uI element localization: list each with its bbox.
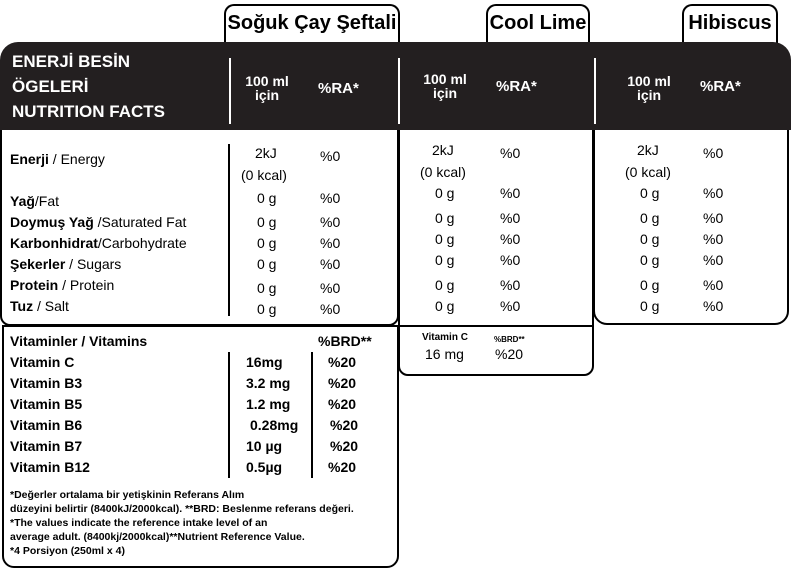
column-divider-vitamins-1: [228, 352, 230, 478]
vitamin-name-b7: Vitamin B7: [10, 438, 83, 454]
header-ra-1: %RA*: [318, 80, 359, 97]
lime-fat-pct: %0: [500, 185, 521, 201]
vitamin-name-b12: Vitamin B12: [10, 459, 90, 475]
vitamins-heading: Vitaminler / Vitamins: [10, 333, 148, 349]
lime-satfat-pct: %0: [500, 210, 521, 226]
seftali-protein-pct: %0: [320, 280, 341, 296]
lime-sugars-pct: %0: [500, 252, 521, 268]
lime-vitamin-divider: [398, 325, 594, 327]
hibiscus-energy-kcal: (0 kcal): [625, 164, 671, 180]
seftali-energy-pct: %0: [320, 148, 341, 164]
header-divider-3: [594, 58, 596, 124]
vitamins-brd-header: %BRD**: [318, 333, 372, 349]
hibiscus-fat-value: 0 g: [640, 185, 660, 201]
header-per-100ml-1: 100 ml için: [245, 73, 289, 103]
hibiscus-protein-pct: %0: [703, 277, 724, 293]
nutrient-label-carbohydrate: Karbonhidrat/Carbohydrate: [10, 235, 187, 251]
hibiscus-salt-pct: %0: [703, 298, 724, 314]
header-per-100ml-3: 100 ml için: [627, 73, 671, 103]
header-ra-2: %RA*: [496, 78, 537, 95]
nutrient-label-protein: Protein / Protein: [10, 277, 115, 293]
lime-salt-value: 0 g: [435, 298, 455, 314]
seftali-energy-kj: 2kJ: [255, 145, 277, 161]
seftali-fat-pct: %0: [320, 190, 341, 206]
seftali-fat-value: 0 g: [257, 190, 277, 206]
hibiscus-satfat-value: 0 g: [640, 210, 660, 226]
footnote-line-5: *4 Porsiyon (250ml x 4): [10, 545, 125, 557]
hibiscus-satfat-pct: %0: [703, 210, 724, 226]
footnote-line-1: *Değerler ortalama bir yetişkinin Referans Alım: [10, 489, 245, 501]
hibiscus-carb-value: 0 g: [640, 231, 660, 247]
vitamin-pct-b7: %20: [330, 438, 359, 454]
column-divider-vitamins-2: [311, 352, 313, 478]
lime-fat-value: 0 g: [435, 185, 455, 201]
vitamin-amount-b5: 1.2 mg: [246, 396, 291, 412]
hibiscus-salt-value: 0 g: [640, 298, 660, 314]
vitamin-amount-c: 16mg: [246, 354, 283, 370]
lime-energy-kj: 2kJ: [432, 142, 454, 158]
lime-sugars-value: 0 g: [435, 252, 455, 268]
vitamin-name-b6: Vitamin B6: [10, 417, 83, 433]
seftali-satfat-value: 0 g: [257, 214, 277, 230]
hibiscus-energy-kj: 2kJ: [637, 142, 659, 158]
lime-salt-pct: %0: [500, 298, 521, 314]
lime-energy-kcal: (0 kcal): [420, 164, 466, 180]
seftali-sugars-pct: %0: [320, 256, 341, 272]
hibiscus-fat-pct: %0: [703, 185, 724, 201]
column-divider-nutrients: [228, 144, 230, 316]
vitamin-amount-b6: 0.28mg: [250, 417, 299, 433]
hibiscus-sugars-pct: %0: [703, 252, 724, 268]
tab-cool-lime: Cool Lime: [486, 4, 590, 44]
vitamin-pct-b5: %20: [328, 396, 357, 412]
hibiscus-sugars-value: 0 g: [640, 252, 660, 268]
tab-hibiscus: Hibiscus: [682, 4, 778, 44]
nutrient-label-sugars: Şekerler / Sugars: [10, 256, 122, 272]
seftali-sugars-value: 0 g: [257, 256, 277, 272]
footnote-line-3: *The values indicate the reference intake level of an: [10, 517, 268, 529]
vitamin-amount-b7: 10 µg: [246, 438, 283, 454]
lime-energy-pct: %0: [500, 145, 521, 161]
hibiscus-protein-value: 0 g: [640, 277, 660, 293]
nutrient-label-fat: Yağ/Fat: [10, 193, 60, 209]
footnote-line-2: düzeyini belirtir (8400kJ/2000kcal). **BRD: Beslenme referans değeri.: [10, 503, 354, 515]
seftali-protein-value: 0 g: [257, 280, 277, 296]
seftali-carb-pct: %0: [320, 235, 341, 251]
vitamin-name-c: Vitamin C: [10, 354, 75, 370]
vitamin-amount-b3: 3.2 mg: [246, 375, 291, 391]
panel-hibiscus: [593, 120, 789, 325]
seftali-carb-value: 0 g: [257, 235, 277, 251]
seftali-salt-value: 0 g: [257, 301, 277, 317]
header-per-100ml-2: 100 ml için: [423, 71, 467, 101]
seftali-satfat-pct: %0: [320, 214, 341, 230]
vitamin-pct-b3: %20: [328, 375, 357, 391]
vitamin-pct-b6: %20: [330, 417, 359, 433]
vitamin-name-b3: Vitamin B3: [10, 375, 83, 391]
header-title-line-2: ÖGELERİ: [12, 77, 89, 96]
seftali-energy-kcal: (0 kcal): [241, 167, 287, 183]
header-ra-3: %RA*: [700, 78, 741, 95]
vitamin-pct-c: %20: [328, 354, 357, 370]
lime-vitamin-name: Vitamin C: [422, 332, 468, 343]
lime-carb-value: 0 g: [435, 231, 455, 247]
nutrient-label-salt: Tuz / Salt: [10, 298, 69, 314]
nutrient-label-energy: Enerji / Energy: [10, 151, 105, 167]
vitamin-name-b5: Vitamin B5: [10, 396, 83, 412]
header-title-line-1: ENERJİ BESİN: [12, 52, 131, 71]
vitamin-pct-b12: %20: [328, 459, 357, 475]
tab-soguk-cay-seftali: Soğuk Çay Şeftali: [224, 4, 400, 44]
seftali-salt-pct: %0: [320, 301, 341, 317]
lime-satfat-value: 0 g: [435, 210, 455, 226]
lime-protein-pct: %0: [500, 277, 521, 293]
footnote-line-4: average adult. (8400kj/2000kcal)**Nutrient Reference Value.: [10, 531, 305, 543]
lime-vitamin-brd: %BRD**: [494, 335, 525, 344]
vitamin-amount-b12: 0.5µg: [246, 459, 283, 475]
lime-carb-pct: %0: [500, 231, 521, 247]
header-divider-2: [398, 58, 400, 124]
nutrient-label-saturated-fat: Doymuş Yağ /Saturated Fat: [10, 214, 187, 230]
lime-protein-value: 0 g: [435, 277, 455, 293]
hibiscus-energy-pct: %0: [703, 145, 724, 161]
lime-vitamin-amount: 16 mg: [425, 346, 464, 362]
header-title-line-3: NUTRITION FACTS: [12, 102, 165, 121]
header-divider-1: [229, 58, 231, 124]
hibiscus-carb-pct: %0: [703, 231, 724, 247]
lime-vitamin-pct: %20: [495, 346, 524, 362]
